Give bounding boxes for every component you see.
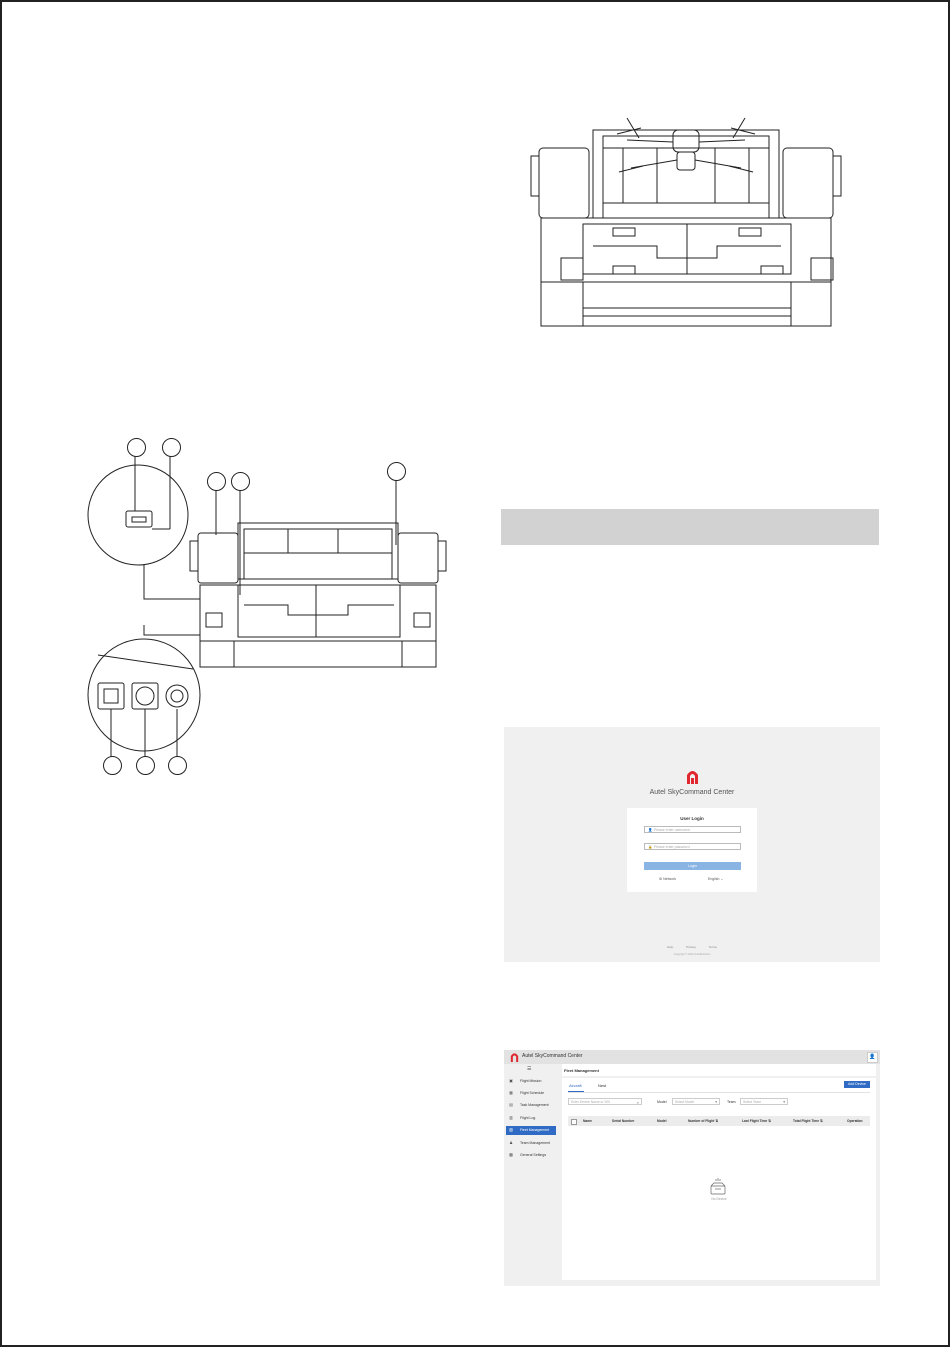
chevron-down-icon: ▾ [783,1100,785,1104]
main-content [562,1064,876,1280]
nest-with-drone-illustration [527,108,845,334]
user-avatar-icon[interactable]: 👤 [867,1052,878,1063]
mission-icon: ▣ [509,1078,513,1083]
lock-icon: 🔒 [648,845,653,849]
login-card [627,808,757,892]
tab-aircraft[interactable]: Aircraft [569,1083,582,1088]
sidebar-item-flight-mission[interactable] [506,1077,556,1086]
divider [562,1076,876,1078]
sidebar [504,1064,559,1286]
login-app-name: Autel SkyCommand Center [649,789,735,796]
callout-circle [387,462,406,481]
add-device-button[interactable]: Add Device [844,1081,870,1088]
callout-circle [231,472,250,491]
fleet-screenshot [504,1050,880,1286]
table-header [568,1116,870,1126]
model-label: Model [657,1100,667,1104]
task-icon: ▤ [509,1102,513,1107]
footer-links [504,945,880,949]
column-header: Serial Number [612,1119,635,1123]
column-header: Operation [847,1119,863,1123]
login-button[interactable]: Login [644,862,741,870]
sidebar-item-label: Flight Schedule [520,1091,545,1095]
team-select[interactable] [740,1098,788,1105]
top-bar [504,1050,880,1064]
language-label: English [708,877,720,881]
sidebar-item-label: Task Management [520,1103,549,1107]
sidebar-item-label: Flight Log [520,1116,536,1120]
select-all-checkbox[interactable] [571,1119,577,1125]
tab-divider [568,1092,870,1093]
sidebar-item-flight-schedule[interactable] [506,1089,556,1098]
app-title: Autel SkyCommand Center [522,1053,583,1059]
network-icon: ⚙ [659,877,663,881]
autel-logo-icon [510,1052,519,1062]
user-icon: 👤 [648,828,653,832]
password-placeholder: Please enter password [654,845,690,849]
column-header[interactable]: Total Flight Time ⇅ [793,1119,823,1123]
sidebar-item-label: General Settings [520,1153,547,1157]
sidebar-item-label: Team Management [520,1141,550,1145]
section-heading-bar [501,509,879,545]
footer-link-privacy[interactable]: Privacy [686,945,696,949]
log-icon: ▥ [509,1115,513,1120]
copyright: Copyright © 2022 AutelRobotics [673,953,711,956]
callout-circle [207,472,226,491]
empty-box-icon [709,1178,727,1196]
column-header[interactable]: Name [583,1119,592,1123]
sidebar-item-label: Fleet Management [520,1128,550,1132]
empty-state-text: No Device [711,1197,727,1201]
username-field[interactable] [644,826,741,833]
settings-icon: ▩ [509,1152,513,1157]
chevron-down-icon: ⌄ [720,877,724,881]
column-header: Model [657,1119,667,1123]
column-header[interactable]: Last Flight Time ⇅ [742,1119,771,1123]
sidebar-item-task-management[interactable] [506,1101,556,1110]
login-title: User Login [680,816,704,821]
tab-nest[interactable]: Nest [598,1083,607,1088]
footer-link-terms[interactable]: Terms [708,945,717,949]
search-input[interactable] [568,1098,642,1105]
callout-circle [136,756,155,775]
calendar-icon: ▦ [509,1090,513,1095]
sidebar-item-fleet-management[interactable] [506,1126,556,1135]
callout-circle [168,756,187,775]
sidebar-item-label: Flight Mission [520,1079,542,1083]
callout-circle [103,756,122,775]
sidebar-item-team-management[interactable] [506,1139,556,1148]
password-field[interactable] [644,843,741,850]
login-screenshot [504,727,880,962]
autel-logo-icon [686,769,699,784]
callout-circle [162,438,181,457]
network-label: Network [663,877,676,881]
team-icon: ♟ [509,1140,513,1145]
model-placeholder: Select Model [675,1100,695,1104]
team-placeholder: Select Team [743,1100,762,1104]
chevron-down-icon: ▾ [715,1100,717,1104]
menu-collapse-icon[interactable]: ☰ [527,1066,532,1072]
callout-circle [127,438,146,457]
footer-link-help[interactable]: Help [667,945,674,949]
network-link[interactable] [659,877,676,881]
search-icon: ⌕ [636,1100,639,1105]
sidebar-item-flight-log[interactable] [506,1114,556,1123]
language-select[interactable] [708,877,723,881]
search-placeholder: Enter Device Name or S/N [571,1100,610,1104]
model-select[interactable] [672,1098,720,1105]
sidebar-item-general-settings[interactable] [506,1151,556,1160]
username-placeholder: Please enter username [654,828,691,832]
team-label: Team [727,1100,736,1104]
page-title: Fleet Management [564,1068,599,1073]
fleet-icon: ▧ [509,1127,513,1132]
column-header[interactable]: Number of Flight ⇅ [688,1119,719,1123]
nest-ports-illustration [88,435,448,780]
